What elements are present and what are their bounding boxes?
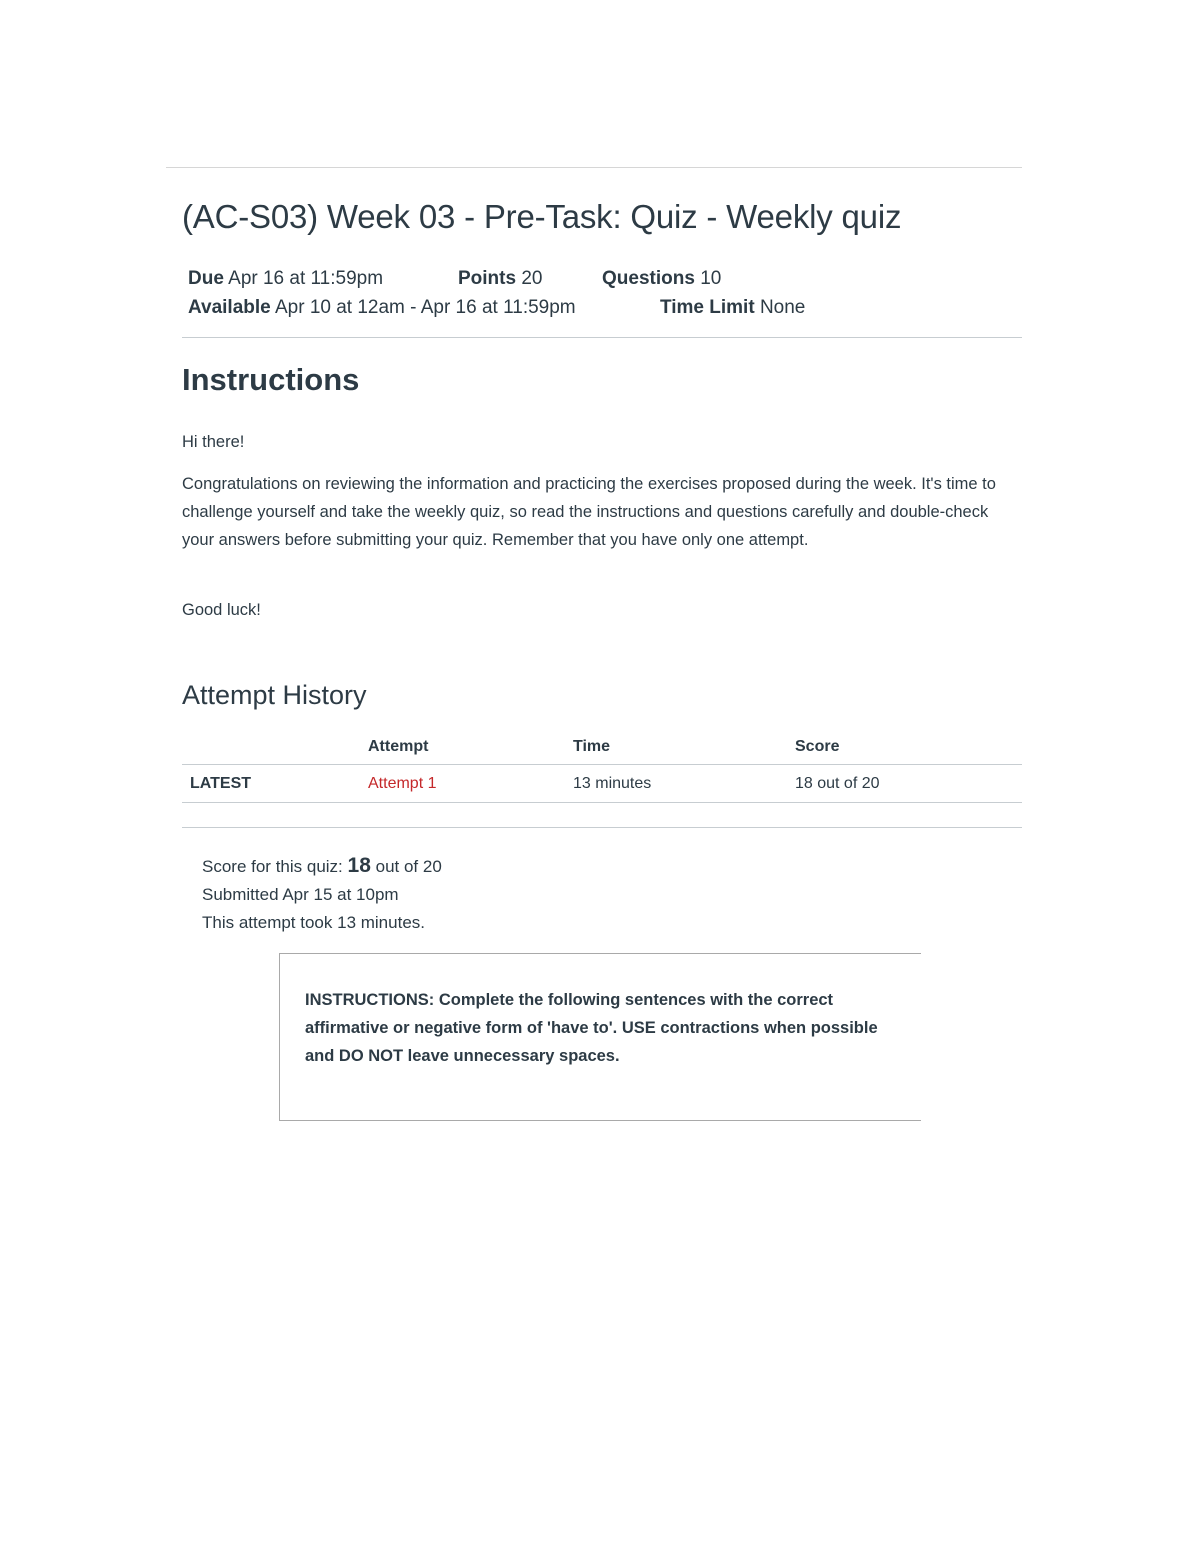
points-detail (458, 268, 542, 290)
time-limit-detail (660, 297, 805, 319)
points-label: Points (458, 268, 517, 289)
time-limit-value: None (759, 297, 806, 318)
score-line (202, 852, 442, 881)
question-instructions-text: INSTRUCTIONS: Complete the following sentences with the correct affirmative or negative form of 'have to'. USE contractions when possible and DO NOT leave unnecessary spaces. (305, 991, 878, 1065)
top-divider (166, 167, 1022, 168)
table-row (182, 765, 1022, 803)
available-value: Apr 10 at 12am - Apr 16 at 11:59pm (274, 297, 576, 318)
column-header-tag (182, 730, 368, 765)
page-title: (AC-S03) Week 03 - Pre-Task: Quiz - Weekly quiz (182, 198, 902, 235)
attempt-1-link[interactable]: Attempt 1 (368, 774, 437, 792)
score-cell: 18 out of 20 (795, 765, 1022, 803)
due-detail (188, 268, 383, 290)
available-label: Available (188, 297, 271, 318)
attempt-cell (368, 765, 573, 803)
available-detail (188, 297, 576, 319)
submitted-line: Submitted Apr 15 at 10pm (202, 885, 399, 904)
column-header-time: Time (573, 730, 795, 765)
time-cell: 13 minutes (573, 765, 795, 803)
quiz-result-summary (202, 852, 442, 937)
column-header-score: Score (795, 730, 1022, 765)
results-divider (182, 827, 1022, 828)
details-divider (182, 337, 1022, 338)
due-value: Apr 16 at 11:59pm (228, 268, 384, 289)
questions-value: 10 (700, 268, 722, 289)
score-value: 18 (347, 854, 371, 877)
instructions-closing: Good luck! (182, 601, 261, 619)
time-limit-label: Time Limit (660, 297, 755, 318)
instructions-greeting: Hi there! (182, 433, 245, 451)
questions-detail (602, 268, 721, 290)
instructions-paragraph: Congratulations on reviewing the information and practicing the exercises proposed during the week. It's time to challenge yourself and take the weekly quiz, so read the instructions and questions carefully and double-check your answers before submitting your quiz. Remember that you have only one attempt. (182, 475, 996, 549)
column-header-attempt: Attempt (368, 730, 573, 765)
question-instructions-box (279, 953, 921, 1121)
score-suffix: out of 20 (375, 857, 442, 876)
points-value: 20 (521, 268, 543, 289)
latest-tag: LATEST (182, 765, 368, 803)
instructions-heading: Instructions (182, 362, 360, 397)
due-label: Due (188, 268, 224, 289)
attempt-history-heading: Attempt History (182, 680, 367, 710)
attempt-history-table (182, 730, 1022, 803)
score-prefix: Score for this quiz: (202, 857, 343, 876)
duration-line: This attempt took 13 minutes. (202, 913, 425, 932)
questions-label: Questions (602, 268, 695, 289)
table-header-row (182, 730, 1022, 765)
